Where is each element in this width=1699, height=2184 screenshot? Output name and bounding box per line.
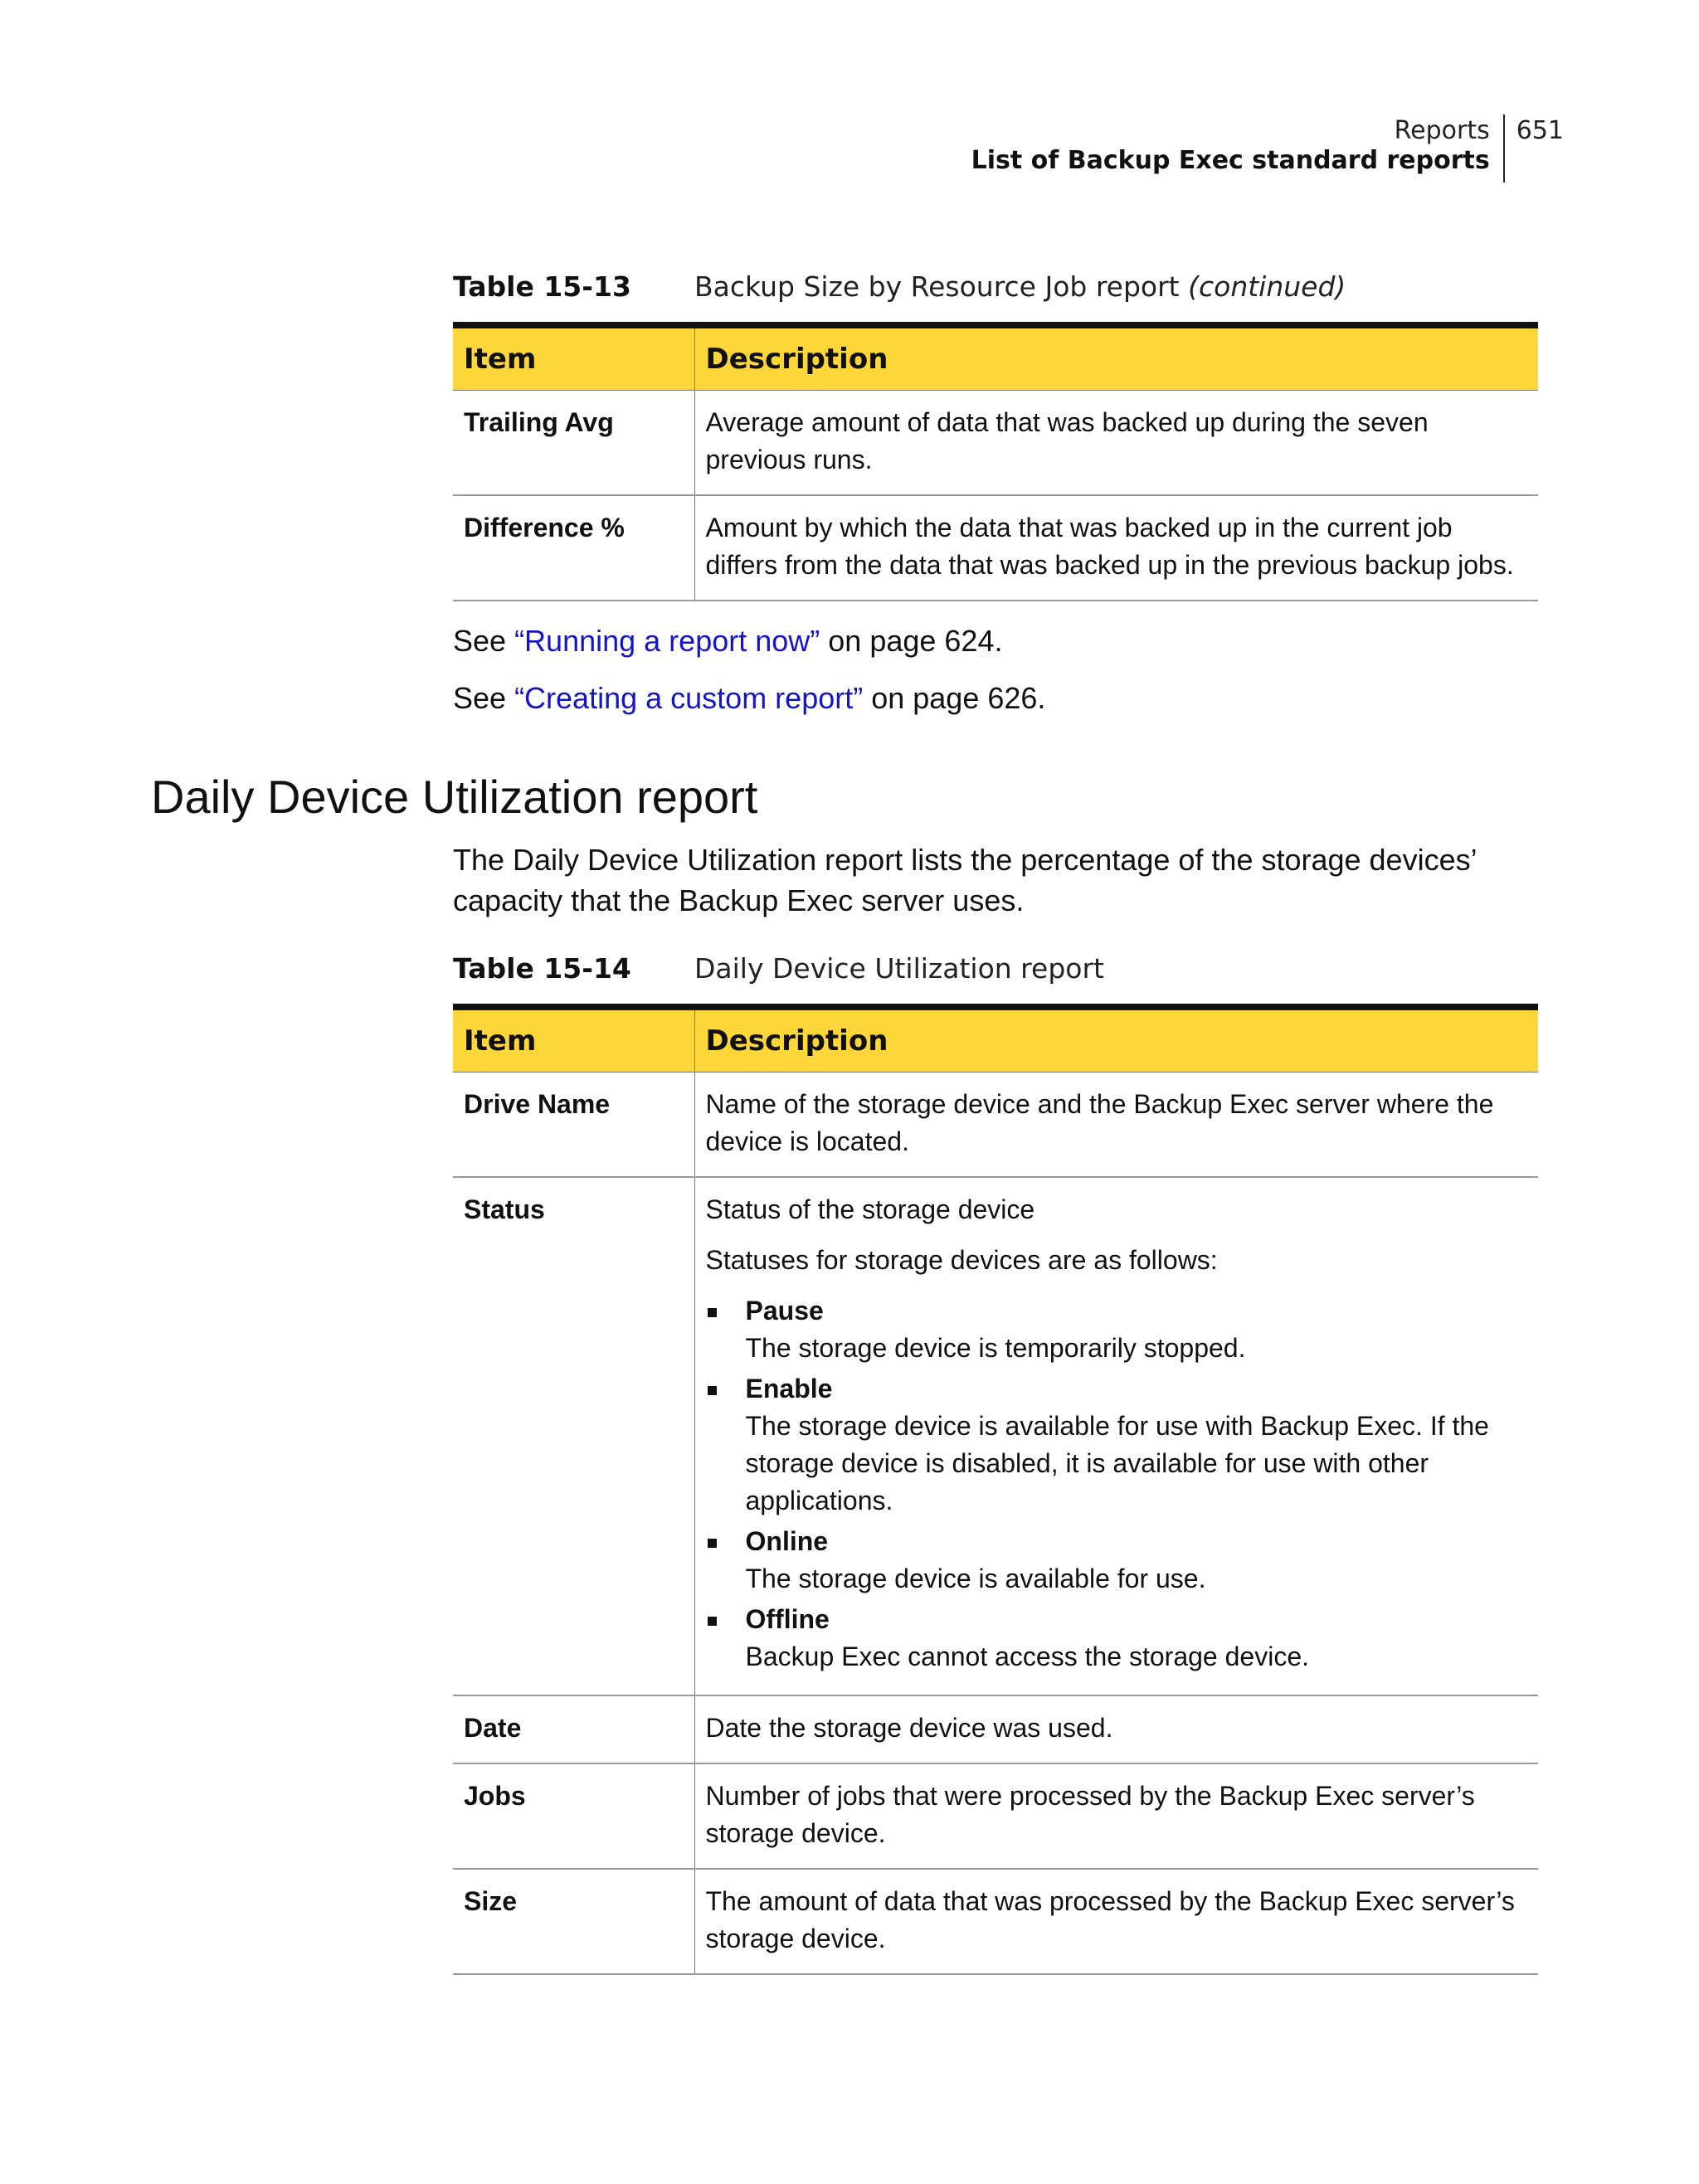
table1-col-description: Description (694, 325, 1538, 390)
row-item: Date (453, 1695, 694, 1763)
row-description: Date the storage device was used. (694, 1695, 1538, 1763)
row-description (694, 1177, 1538, 1695)
see-running-report (453, 620, 1002, 661)
table1-title (694, 270, 1346, 303)
row-item: Status (453, 1177, 694, 1695)
status-text: The storage device is available for use. (745, 1563, 1206, 1593)
table1-number: Table 15-13 (453, 270, 631, 303)
running-report-link[interactable]: “Running a report now” (514, 624, 820, 658)
section-name: List of Backup Exec standard reports (971, 146, 1490, 175)
list-item (706, 1292, 1528, 1367)
row-item: Jobs (453, 1763, 694, 1869)
table-row (453, 495, 1538, 601)
section-heading: Daily Device Utilization report (151, 771, 758, 823)
status-name: Enable (745, 1373, 833, 1403)
status-text: The storage device is available for use with Backup Exec. If the storage device is disabled, it is available for use with other applications. (745, 1410, 1489, 1515)
running-header (971, 114, 1564, 182)
table1-col-item: Item (453, 325, 694, 390)
row-item: Size (453, 1869, 694, 1974)
row-item: Drive Name (453, 1072, 694, 1177)
status-name: Offline (745, 1603, 830, 1634)
bullet-square-icon (708, 1617, 717, 1626)
table2-number: Table 15-14 (453, 952, 631, 985)
see-prefix: See (453, 681, 515, 715)
status-description: Status of the storage device (705, 1194, 1035, 1224)
table2-caption (453, 952, 1104, 985)
table-row (453, 1695, 1538, 1763)
table2-header-row (453, 1007, 1538, 1072)
row-description: Amount by which the data that was backed up in the current job differs from the data that was backed up in the previous backup jobs. (694, 495, 1538, 601)
row-description: Number of jobs that were processed by the Backup Exec server’s storage device. (694, 1763, 1538, 1869)
list-item (706, 1601, 1528, 1676)
status-lead: Statuses for storage devices are as follows: (705, 1244, 1218, 1275)
custom-report-link[interactable]: “Creating a custom report” (514, 681, 864, 715)
table-row (453, 1177, 1538, 1695)
table1-continued-note: (continued) (1188, 270, 1346, 303)
chapter-name: Reports (1394, 116, 1490, 145)
status-text: Backup Exec cannot access the storage device. (745, 1641, 1309, 1671)
table-row (453, 1072, 1538, 1177)
see-suffix: on page 624. (820, 624, 1003, 658)
table1-caption (453, 270, 1346, 303)
bullet-square-icon (708, 1539, 717, 1548)
table1 (453, 322, 1538, 601)
row-item: Difference % (453, 495, 694, 601)
list-item (706, 1370, 1528, 1520)
status-text: The storage device is temporarily stopped. (745, 1332, 1246, 1363)
page-number: 651 (1516, 116, 1564, 145)
table-row (453, 1869, 1538, 1974)
see-custom-report (453, 678, 1045, 718)
row-description: Name of the storage device and the Backup Exec server where the device is located. (694, 1072, 1538, 1177)
table-row (453, 1763, 1538, 1869)
running-header-titles (971, 114, 1505, 182)
table2 (453, 1004, 1538, 1975)
see-suffix: on page 626. (863, 681, 1046, 715)
table2-col-item: Item (453, 1007, 694, 1072)
status-name: Online (745, 1525, 829, 1556)
status-name: Pause (745, 1295, 824, 1325)
table2-col-description: Description (694, 1007, 1538, 1072)
bullet-square-icon (708, 1308, 717, 1317)
bullet-square-icon (708, 1386, 717, 1395)
row-description: The amount of data that was processed by the Backup Exec server’s storage device. (694, 1869, 1538, 1974)
see-prefix: See (453, 624, 515, 658)
table1-header-row (453, 325, 1538, 390)
row-description: Average amount of data that was backed up during the seven previous runs. (694, 390, 1538, 495)
row-item: Trailing Avg (453, 390, 694, 495)
section-intro: The Daily Device Utilization report lists the percentage of the storage devices’ capacity that the Backup Exec server uses. (453, 843, 1477, 917)
table2-title: Daily Device Utilization report (694, 952, 1104, 985)
table-row (453, 390, 1538, 495)
list-item (706, 1523, 1528, 1598)
status-list (706, 1292, 1528, 1676)
table1-title-text: Backup Size by Resource Job report (694, 270, 1180, 303)
